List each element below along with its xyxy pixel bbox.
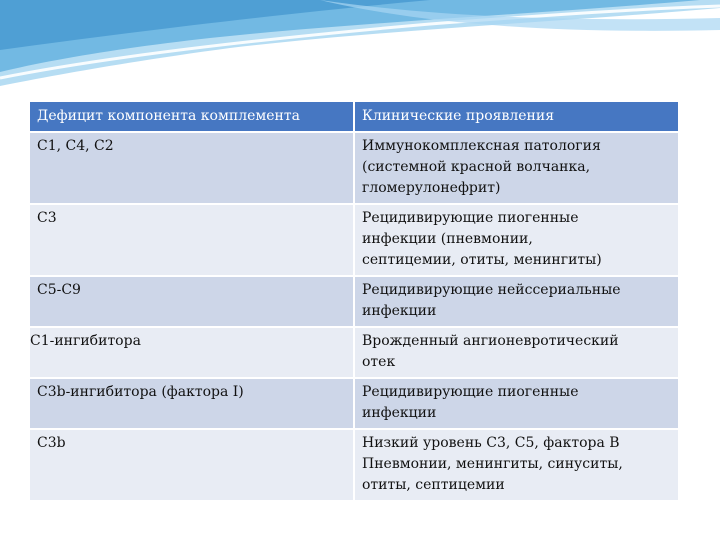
deficit-cell: C3b-ингибитора (фактора I) [30,378,354,429]
manifestation-line: инфекции (пневмонии, [362,231,533,247]
manifestation-line: септицемии, отиты, менингиты) [362,252,602,268]
deficit-cell: C3 [30,204,354,276]
manifestations-cell [354,204,678,276]
table-header-row [30,102,678,132]
deficit-text: C1-ингибитора [30,333,141,349]
manifestation-line: Низкий уровень C3, C5, фактора B [362,435,620,451]
decorative-header-waves [0,0,720,110]
manifestation-line: Иммунокомплексная патология [362,138,601,154]
header-deficit: Дефицит компонента комплемента [30,102,354,132]
manifestations-cell [354,378,678,429]
manifestation-line: Пневмонии, менингиты, синуситы, [362,456,623,472]
deficit-cell: C3b [30,429,354,501]
table-row [30,204,678,276]
manifestation-line: Врожденный ангионевротический [362,333,619,349]
deficit-cell: C5-C9 [30,276,354,327]
table-row [30,132,678,204]
table-row [30,429,678,501]
deficit-cell [30,327,354,378]
manifestation-line: отек [362,354,396,370]
manifestations-cell [354,327,678,378]
manifestation-line: Рецидивирующие нейссериальные [362,282,621,298]
manifestations-cell [354,276,678,327]
table-row [30,276,678,327]
manifestations-cell [354,132,678,204]
deficit-cell: C1, C4, C2 [30,132,354,204]
table-row [30,327,678,378]
manifestation-line: Рецидивирующие пиогенные [362,384,579,400]
complement-deficiency-table [30,102,678,502]
manifestations-cell [354,429,678,501]
manifestation-line: инфекции [362,303,437,319]
manifestation-line: Рецидивирующие пиогенные [362,210,579,226]
manifestation-line: инфекции [362,405,437,421]
manifestation-line: гломерулонефрит) [362,180,501,196]
manifestation-line: отиты, септицемии [362,477,505,493]
table-row [30,378,678,429]
header-manifestations: Клинические проявления [354,102,678,132]
manifestation-line: (системной красной волчанка, [362,159,591,175]
